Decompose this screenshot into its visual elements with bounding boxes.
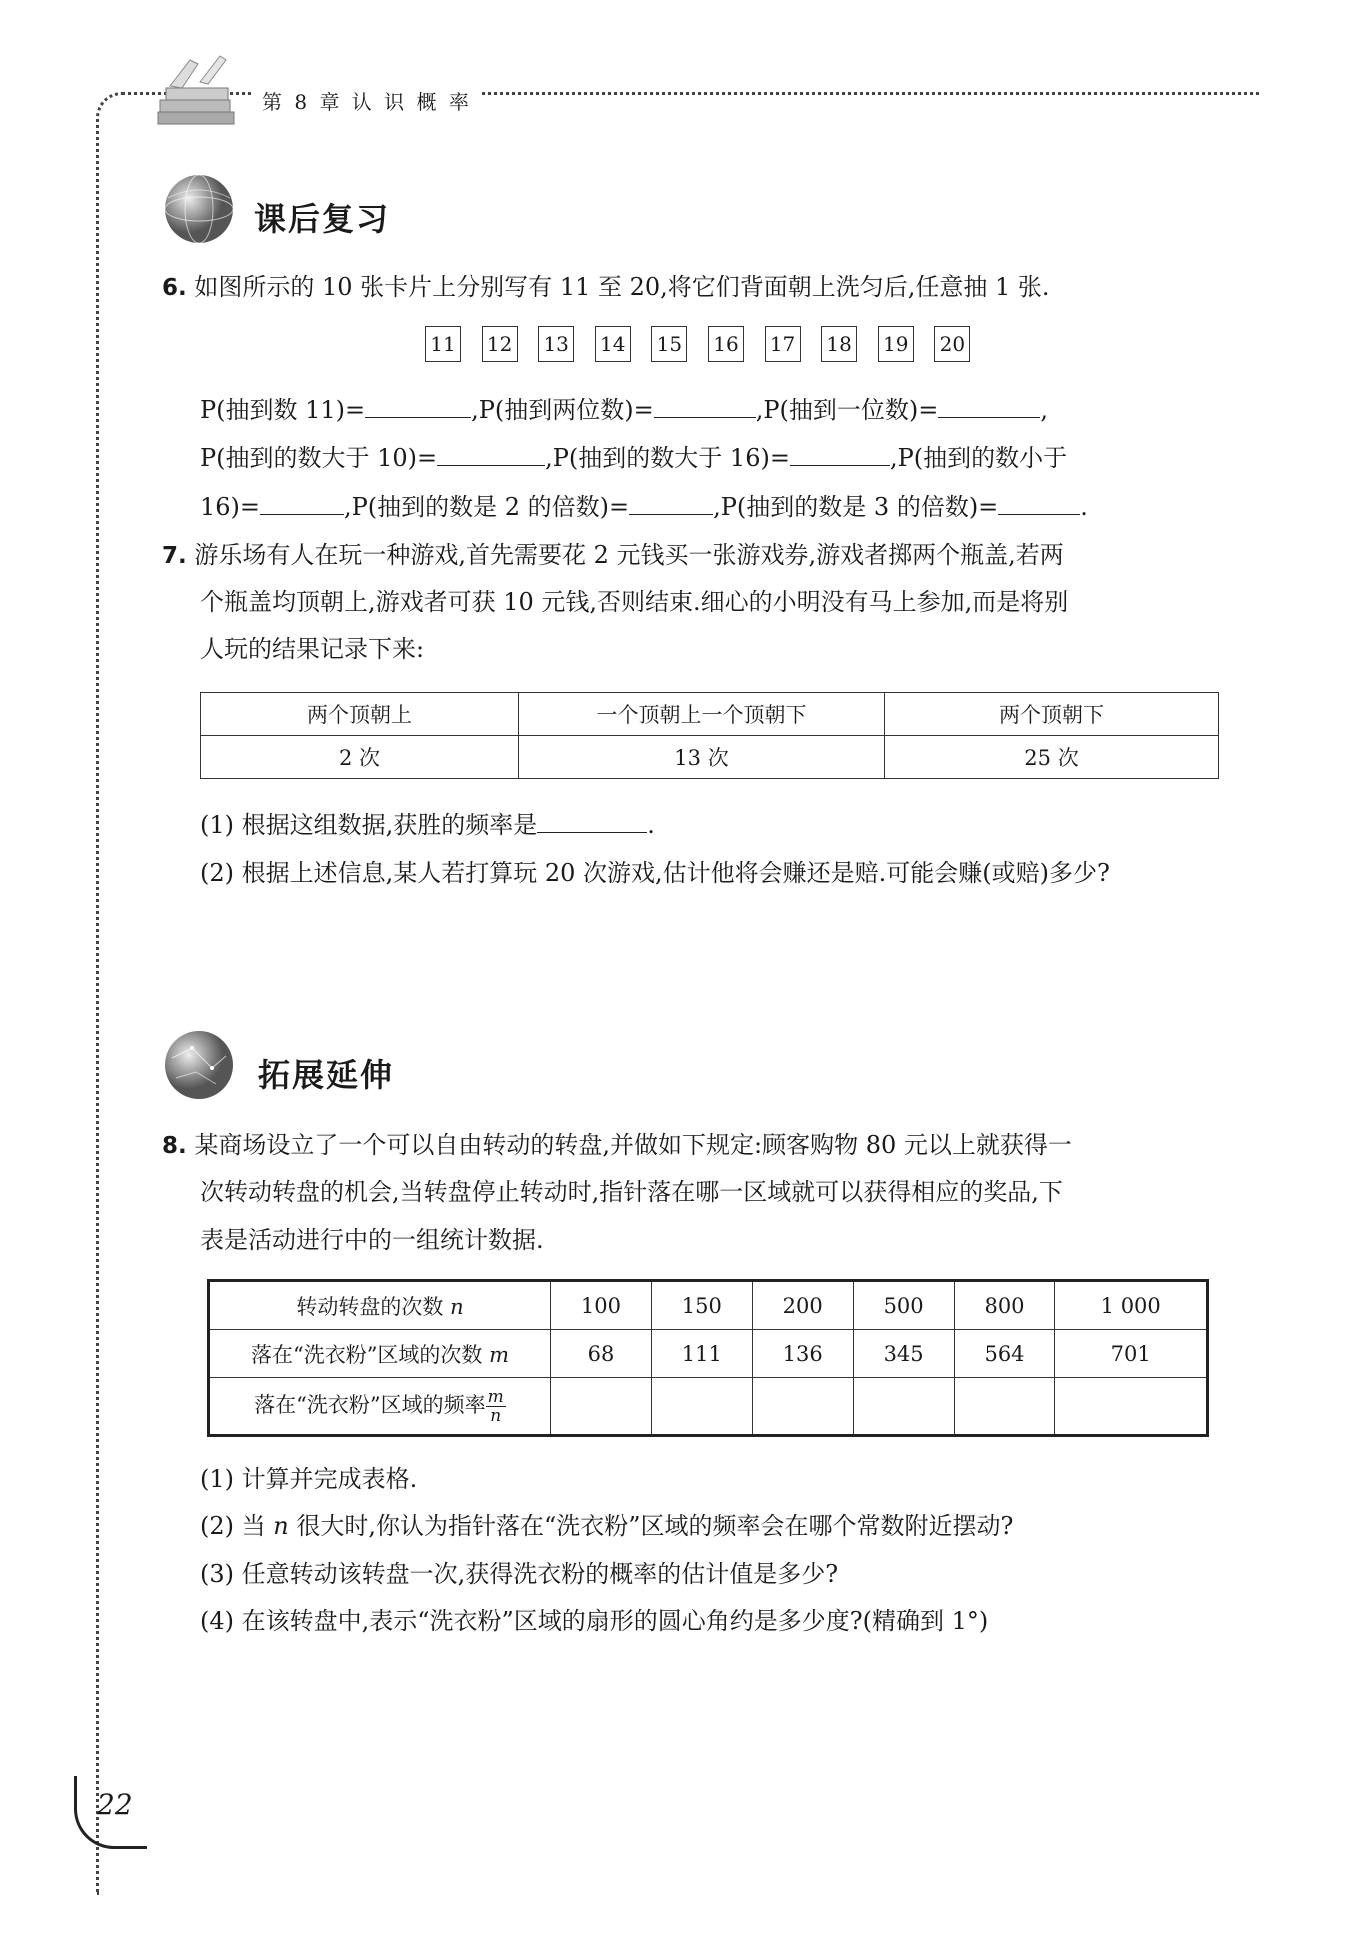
answer-blank[interactable] (998, 513, 1080, 515)
globe-icon (162, 172, 236, 246)
q6-line3 (200, 490, 1088, 524)
q6-p-mult2: ,P(抽到的数是 2 的倍数)= (344, 493, 630, 521)
section-title-extend: 拓展延伸 (258, 1056, 395, 1094)
q8-line1 (162, 1128, 1072, 1163)
fraction-denominator: n (490, 1405, 502, 1426)
q8-line3: 表是活动进行中的一组统计数据. (200, 1226, 544, 1254)
section-title-review: 课后复习 (254, 200, 391, 238)
q8-text-1: 某商场设立了一个可以自由转动的转盘,并做如下规定:顾客购物 80 元以上就获得一 (194, 1131, 1072, 1159)
answer-blank[interactable] (260, 513, 344, 515)
q7-number: 7. (162, 543, 187, 569)
table-cell[interactable] (954, 1378, 1055, 1436)
row-label-cell (209, 1378, 551, 1436)
q8-part1: (1) 计算并完成表格. (200, 1465, 418, 1493)
table-row (201, 693, 1219, 736)
q6-p-lt-label: ,P(抽到的数小于 (889, 444, 1068, 472)
q6-p-gt16: ,P(抽到的数大于 16)= (545, 444, 790, 472)
q7-results-table (200, 692, 1219, 779)
table-cell: 2 次 (201, 736, 519, 779)
answer-blank[interactable] (437, 464, 545, 466)
q6-p-lt16: 16)= (200, 493, 261, 521)
q6-p-mult3: ,P(抽到的数是 3 的倍数)= (713, 493, 999, 521)
table-cell: 1 000 (1055, 1281, 1208, 1330)
number-card: 11 (425, 326, 461, 362)
q6-comma: , (1040, 396, 1049, 424)
answer-blank[interactable] (790, 464, 890, 466)
table-cell: 13 次 (519, 736, 885, 779)
number-card: 12 (482, 326, 518, 362)
number-card: 19 (878, 326, 914, 362)
q6-line1 (200, 393, 1048, 427)
q6-stem (162, 270, 1050, 305)
q8-stats-table (207, 1279, 1209, 1437)
row-var: m (489, 1342, 510, 1367)
number-card: 17 (765, 326, 801, 362)
table-cell[interactable] (853, 1378, 954, 1436)
q7-line3: 人玩的结果记录下来: (200, 635, 425, 663)
row-label: 转动转盘的次数 (296, 1294, 444, 1319)
table-row (209, 1281, 1208, 1330)
answer-blank[interactable] (537, 831, 647, 833)
table-header-cell: 两个顶朝上 (201, 693, 519, 736)
chapter-header: 第 8 章 认 识 概 率 (252, 86, 482, 115)
table-cell: 564 (954, 1330, 1055, 1378)
answer-blank[interactable] (629, 513, 713, 515)
table-cell[interactable] (1055, 1378, 1208, 1436)
table-cell: 800 (954, 1281, 1055, 1330)
q6-text: 如图所示的 10 张卡片上分别写有 11 至 20,将它们背面朝上洗匀后,任意抽 1 张. (194, 273, 1050, 301)
table-cell: 701 (1055, 1330, 1208, 1378)
answer-blank[interactable] (938, 416, 1040, 418)
q8-part2-var: n (273, 1512, 289, 1540)
table-row (209, 1378, 1208, 1436)
q8-number: 8. (162, 1133, 187, 1159)
q6-period: . (1080, 493, 1088, 521)
fraction-numerator: m (487, 1386, 504, 1407)
q7-line1 (162, 538, 1064, 573)
answer-blank[interactable] (654, 416, 756, 418)
q6-p-two-digit: ,P(抽到两位数)= (471, 396, 654, 424)
q8-part2-b: 很大时,你认为指针落在“洗衣粉”区域的频率会在哪个常数附近摆动? (296, 1512, 1014, 1540)
answer-blank[interactable] (365, 416, 471, 418)
table-cell: 345 (853, 1330, 954, 1378)
q7-part2: (2) 根据上述信息,某人若打算玩 20 次游戏,估计他将会赚还是赔.可能会赚(或赔)多少? (200, 859, 1110, 887)
row-label-cell (209, 1281, 551, 1330)
q8-part3: (3) 任意转动该转盘一次,获得洗衣粉的概率的估计值是多少? (200, 1560, 839, 1588)
q8-line2: 次转动转盘的机会,当转盘停止转动时,指针落在哪一区域就可以获得相应的奖品,下 (200, 1178, 1063, 1206)
q6-p-one-digit: ,P(抽到一位数)= (755, 396, 939, 424)
table-cell: 136 (752, 1330, 853, 1378)
number-card: 13 (538, 326, 574, 362)
number-card: 20 (934, 326, 970, 362)
q7-text-1: 游乐场有人在玩一种游戏,首先需要花 2 元钱买一张游戏券,游戏者掷两个瓶盖,若两 (194, 541, 1064, 569)
q6-number: 6. (162, 275, 187, 301)
table-header-cell: 一个顶朝上一个顶朝下 (519, 693, 885, 736)
row-label-cell (209, 1330, 551, 1378)
q8-part2 (200, 1509, 1013, 1543)
table-cell[interactable] (752, 1378, 853, 1436)
q8-part2-a: (2) 当 (200, 1512, 266, 1540)
q7-part1 (200, 808, 655, 842)
number-card: 14 (595, 326, 631, 362)
globe-icon (162, 1028, 236, 1102)
q8-part4: (4) 在该转盘中,表示“洗衣粉”区域的扇形的圆心角约是多少度?(精确到 1°) (200, 1607, 989, 1635)
row-var: n (450, 1294, 464, 1319)
table-cell: 100 (551, 1281, 652, 1330)
row-label: 落在“洗衣粉”区域的频率 (254, 1392, 486, 1417)
table-header-cell: 两个顶朝下 (885, 693, 1219, 736)
fraction (486, 1388, 506, 1425)
row-label: 落在“洗衣粉”区域的次数 (250, 1342, 483, 1367)
table-cell[interactable] (551, 1378, 652, 1436)
table-cell: 150 (651, 1281, 752, 1330)
card-row (425, 326, 991, 362)
books-icon (150, 52, 250, 132)
number-card: 18 (821, 326, 857, 362)
table-cell: 25 次 (885, 736, 1219, 779)
q7-part1-text: (1) 根据这组数据,获胜的频率是 (200, 811, 538, 839)
number-card: 15 (651, 326, 687, 362)
table-cell: 68 (551, 1330, 652, 1378)
table-cell: 200 (752, 1281, 853, 1330)
q6-p-eleven: P(抽到数 11)= (200, 396, 366, 424)
page-number-badge (74, 1776, 147, 1849)
q6-line2 (200, 441, 1067, 475)
q7-line2: 个瓶盖均顶朝上,游戏者可获 10 元钱,否则结束.细心的小明没有马上参加,而是将别 (200, 588, 1069, 616)
page-number: 22 (97, 1788, 133, 1821)
table-row (209, 1330, 1208, 1378)
q6-p-gt10: P(抽到的数大于 10)= (200, 444, 438, 472)
q7-part1-period: . (647, 811, 655, 839)
table-cell: 500 (853, 1281, 954, 1330)
table-row (201, 736, 1219, 779)
number-card: 16 (708, 326, 744, 362)
table-cell[interactable] (651, 1378, 752, 1436)
table-cell: 111 (651, 1330, 752, 1378)
